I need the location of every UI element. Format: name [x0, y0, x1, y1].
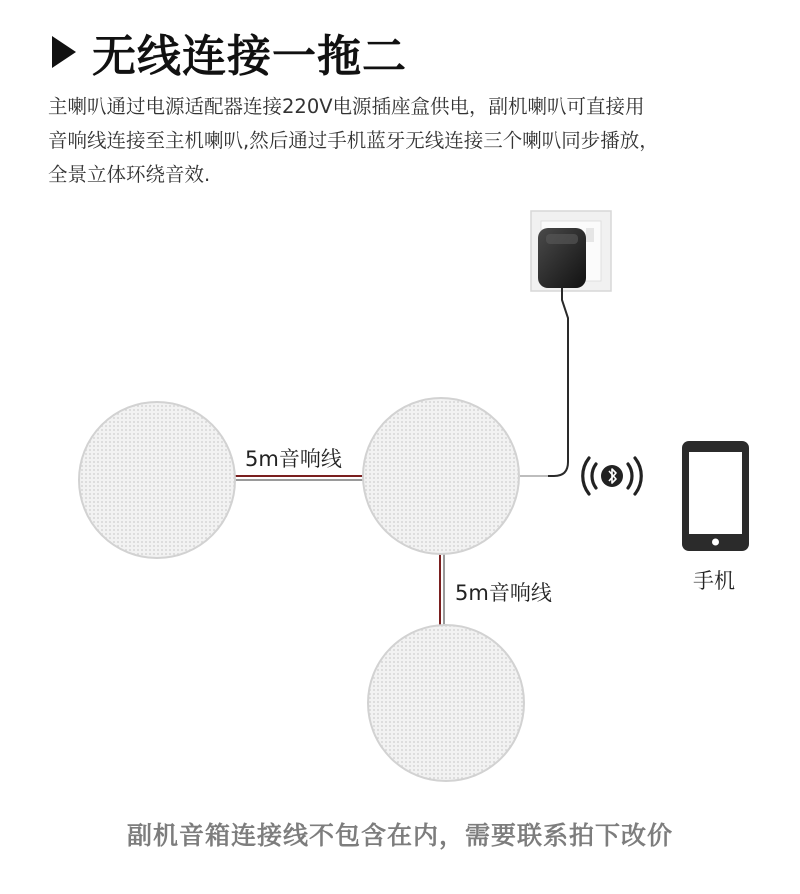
cable-vertical	[440, 552, 444, 632]
cable-horizontal	[234, 476, 364, 480]
page-title: 无线连接一拖二	[92, 31, 407, 82]
power-adapter-icon	[531, 211, 611, 291]
description-line-1: 主喇叭通过电源适配器连接220V电源插座盒供电，副机喇叭可直接用	[48, 95, 645, 118]
speaker-left	[79, 402, 235, 558]
cable-label-horizontal: 5m音响线	[245, 447, 342, 471]
cable-label-vertical: 5m音响线	[455, 581, 552, 605]
phone-label: 手机	[693, 569, 735, 593]
description-line-3: 全景立体环绕音效.	[48, 163, 211, 186]
footer-note: 副机音箱连接线不包含在内，需要联系拍下改价	[126, 821, 673, 850]
speaker-main	[363, 398, 519, 554]
smartphone-icon	[682, 441, 749, 551]
description-line-2: 音响线连接至主机喇叭,然后通过手机蓝牙无线连接三个喇叭同步播放，	[48, 129, 659, 152]
speaker-bottom	[368, 625, 524, 781]
bluetooth-icon	[583, 458, 642, 494]
power-cable	[520, 288, 568, 476]
